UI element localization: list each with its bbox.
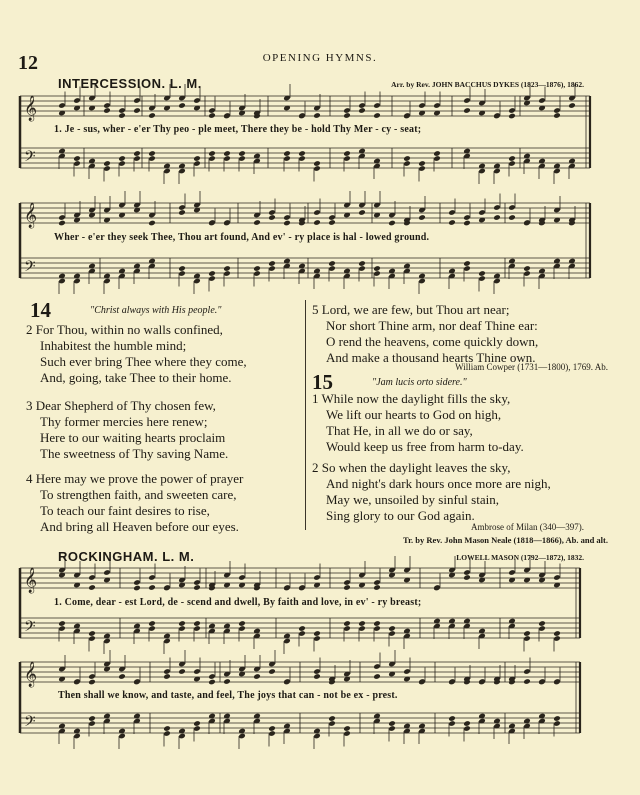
note-head	[313, 160, 321, 167]
note-head	[343, 584, 351, 591]
hymn-epigraph: "Christ always with His people."	[90, 305, 222, 316]
note-head	[178, 620, 186, 627]
note-head	[193, 620, 201, 627]
verse-block	[312, 391, 524, 455]
note-head	[568, 102, 576, 109]
treble-clef: 𝄞	[24, 662, 38, 687]
note-head	[163, 673, 171, 680]
verse-line: May we, unsoiled by sinful stain,	[326, 492, 499, 507]
note-head	[508, 113, 516, 120]
note-head	[433, 150, 441, 157]
note-head	[268, 214, 276, 221]
note-head	[388, 720, 396, 727]
note-head	[373, 673, 381, 680]
note-head	[88, 679, 96, 686]
note-head	[88, 715, 96, 722]
verse-line: And night's dark hours once more are nigh,	[326, 476, 551, 491]
note-head	[328, 219, 336, 226]
verse-block	[26, 398, 228, 462]
note-head	[253, 219, 261, 226]
tune-title-intercession: INTERCESSION. L. M.	[58, 76, 202, 91]
note-head	[463, 260, 471, 267]
running-head: OPENING HYMNS.	[262, 52, 378, 64]
hymn-attribution: Ambrose of Milan (340—397).	[471, 522, 584, 532]
note-head	[358, 209, 366, 216]
verse-line: And, going, take Thee to their home.	[40, 370, 232, 385]
note-head	[343, 725, 351, 732]
note-head	[343, 620, 351, 627]
tune-credit-rockingham: LOWELL MASON (1792—1872), 1832.	[456, 553, 584, 562]
note-head	[238, 150, 246, 157]
note-head	[103, 160, 111, 167]
note-head	[343, 150, 351, 157]
verse-line: 1 While now the daylight fills the sky,	[312, 391, 511, 406]
verse-block	[26, 322, 247, 386]
note-head	[118, 112, 126, 119]
note-head	[523, 630, 531, 637]
note-head	[358, 260, 366, 267]
verse-line: 2 For Thou, within no walls confined,	[26, 322, 223, 337]
note-head	[373, 112, 381, 119]
verse-line: Here to our waiting hearts proclaim	[40, 430, 226, 445]
note-head	[418, 160, 426, 167]
verse-line: O rend the heavens, come quickly down,	[326, 334, 539, 349]
note-head	[523, 678, 531, 685]
verse-line: Sing glory to our God again.	[326, 508, 475, 523]
verse-line: That He, in all we do or say,	[326, 423, 473, 438]
note-head	[148, 150, 156, 157]
note-head	[463, 220, 471, 227]
note-head	[223, 678, 231, 685]
bass-clef: 𝄢	[24, 148, 36, 169]
verse-line: And bring all Heaven before our eyes.	[40, 519, 239, 534]
tune-credit-intercession: Arr. by Rev. JOHN BACCHUS DYKES (1823—1876), 1862.	[391, 80, 584, 89]
note-head	[388, 625, 396, 632]
note-head	[373, 584, 381, 591]
note-head	[178, 102, 186, 109]
note-head	[463, 107, 471, 114]
verse-line: Inhabitest the humble mind;	[40, 338, 187, 353]
note-head	[448, 715, 456, 722]
note-head	[328, 260, 336, 267]
note-head	[223, 265, 231, 272]
note-head	[313, 219, 321, 226]
note-head	[283, 150, 291, 157]
hymn-attribution: William Cowper (1731—1800), 1769. Ab.	[455, 362, 608, 372]
verse-line: We lift our hearts to God on high,	[326, 407, 502, 422]
note-head	[493, 214, 501, 221]
note-head	[118, 673, 126, 680]
note-head	[148, 584, 156, 591]
note-head	[268, 668, 276, 675]
verse-line: Would keep us free from harm to-day.	[326, 439, 524, 454]
note-head	[88, 584, 96, 591]
verse-block	[26, 471, 243, 535]
note-head	[448, 219, 456, 226]
hymn-attribution: Tr. by Rev. John Mason Neale (1818—1866), Ab. and alt.	[403, 535, 608, 545]
note-head	[478, 270, 486, 277]
note-head	[358, 620, 366, 627]
note-head	[268, 260, 276, 267]
verse-line: The sweetness of Thy saving Name.	[40, 446, 229, 461]
note-head	[103, 107, 111, 114]
note-head	[133, 585, 141, 592]
verse-line: Thy former mercies here renew;	[40, 414, 208, 429]
note-head	[58, 620, 66, 627]
note-head	[298, 150, 306, 157]
note-head	[343, 112, 351, 119]
note-head	[538, 620, 546, 627]
lyric-line: Then shall we know, and taste, and feel, The joys that can - not be ex - prest.	[58, 690, 398, 701]
lyric-line: Wher - e'er they seek Thee, Thou art found, And ev' - ry place is hal - lowed ground.	[54, 232, 430, 243]
lyric-line: 1. Come, dear - est Lord, de - scend and dwell, By faith and love, in ev' - ry breast;	[54, 597, 422, 608]
bass-clef: 𝄢	[24, 618, 36, 639]
hymn-number: 14	[30, 298, 51, 322]
note-head	[553, 112, 561, 119]
note-head	[298, 625, 306, 632]
note-head	[523, 265, 531, 272]
verse-line: Such ever bring Thee where they come,	[40, 354, 247, 369]
note-head	[283, 220, 291, 227]
note-head	[208, 150, 216, 157]
note-head	[508, 155, 516, 162]
verse-line: 2 So when the daylight leaves the sky,	[312, 460, 511, 475]
note-head	[313, 630, 321, 637]
note-head	[553, 630, 561, 637]
note-head	[388, 220, 396, 227]
note-head	[418, 214, 426, 221]
note-head	[358, 107, 366, 114]
note-head	[118, 155, 126, 162]
note-head	[58, 220, 66, 227]
verse-line: 5 Lord, we are few, but Thou art near;	[312, 302, 510, 317]
note-head	[148, 112, 156, 119]
verse-line: And make a thousand hearts Thine own.	[326, 350, 536, 365]
note-head	[178, 668, 186, 675]
note-head	[373, 620, 381, 627]
note-head	[313, 112, 321, 119]
treble-clef: 𝄞	[24, 568, 38, 593]
note-head	[208, 679, 216, 686]
note-head	[133, 107, 141, 114]
note-head	[313, 673, 321, 680]
note-head	[508, 214, 516, 221]
note-head	[178, 209, 186, 216]
note-head	[163, 725, 171, 732]
note-head	[268, 725, 276, 732]
note-head	[328, 715, 336, 722]
note-head	[373, 265, 381, 272]
note-head	[253, 673, 261, 680]
note-head	[178, 265, 186, 272]
note-head	[463, 574, 471, 581]
note-head	[208, 112, 216, 119]
note-head	[223, 150, 231, 157]
verse-block	[312, 302, 538, 366]
hymn-number: 15	[312, 370, 333, 394]
treble-clef: 𝄞	[24, 96, 38, 121]
verse-line: To strengthen faith, and sweeten care,	[40, 487, 237, 502]
note-head	[193, 584, 201, 591]
note-head	[553, 715, 561, 722]
verse-block	[312, 460, 551, 524]
lyric-line: 1. Je - sus, wher - e'er Thy peo - ple meet, There they be - hold Thy Mer - cy - seat;	[54, 124, 422, 135]
note-head	[148, 220, 156, 227]
treble-clef: 𝄞	[24, 203, 38, 228]
verse-line: 3 Dear Shepherd of Thy chosen few,	[26, 398, 216, 413]
hymn-epigraph: "Jam lucis orto sidere."	[372, 377, 467, 388]
bass-clef: 𝄢	[24, 258, 36, 279]
note-head	[253, 265, 261, 272]
note-head	[88, 630, 96, 637]
tune-title-rockingham: ROCKINGHAM. L. M.	[58, 549, 195, 564]
verse-line: To teach our faint desires to rise,	[40, 503, 210, 518]
note-head	[73, 155, 81, 162]
note-head	[133, 150, 141, 157]
verse-line: 4 Here may we prove the power of prayer	[26, 471, 244, 486]
note-head	[148, 620, 156, 627]
page-number: 12	[18, 52, 38, 74]
note-head	[403, 155, 411, 162]
bass-clef: 𝄢	[24, 713, 36, 734]
note-head	[208, 270, 216, 277]
column-divider	[305, 300, 306, 530]
note-head	[238, 620, 246, 627]
note-head	[463, 720, 471, 727]
verse-line: Nor short Thine arm, nor deaf Thine ear:	[326, 318, 538, 333]
note-head	[193, 720, 201, 727]
note-head	[193, 155, 201, 162]
